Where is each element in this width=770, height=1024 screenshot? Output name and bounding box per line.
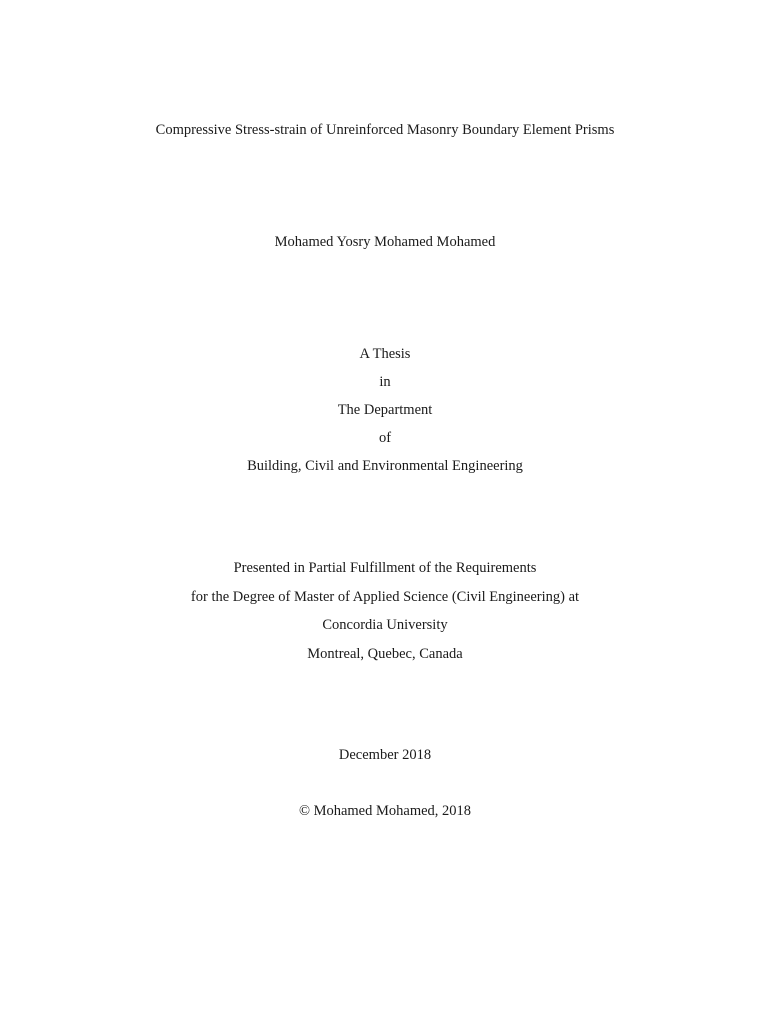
thesis-designation: A Thesis [359, 346, 411, 362]
requirements-line-1: Presented in Partial Fulfillment of the Requirements [233, 560, 537, 576]
thesis-of-text: of [378, 430, 392, 446]
requirements-line-2: for the Degree of Master of Applied Science (Civil Engineering) at [190, 589, 580, 605]
university-location: Montreal, Quebec, Canada [307, 646, 463, 662]
university-name: Concordia University [322, 617, 448, 633]
thesis-in-text: in [379, 374, 391, 390]
thesis-date: December 2018 [338, 747, 432, 763]
department-name: Building, Civil and Environmental Engineering [247, 458, 523, 474]
author-name: Mohamed Yosry Mohamed Mohamed [274, 234, 496, 250]
department-heading: The Department [337, 402, 433, 418]
thesis-title: Compressive Stress-strain of Unreinforced Masonry Boundary Element Prisms [155, 122, 615, 138]
copyright-notice: © Mohamed Mohamed, 2018 [298, 803, 472, 819]
